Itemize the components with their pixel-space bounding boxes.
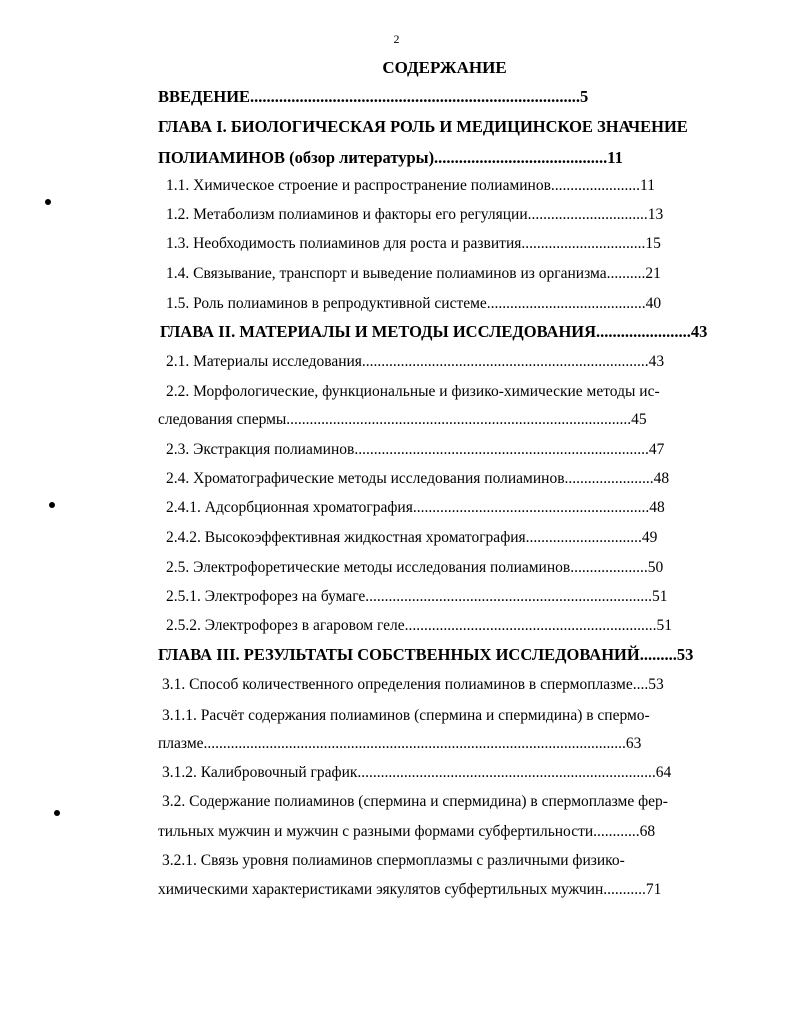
toc-entry-3-1-2: 3.1.2. Калибровочный график.............................................................................64 — [162, 764, 672, 781]
toc-entry-introduction: ВВЕДЕНИЕ................................................................................5 — [158, 87, 589, 106]
toc-entry-2-5-1: 2.5.1. Электрофорез на бумаге..........................................................................51 — [166, 588, 668, 605]
toc-entry-3-2-1-cont: химическими характеристиками эякулятов субфертильных мужчин...........71 — [158, 881, 662, 898]
toc-entry-3-1: 3.1. Способ количественного определения полиаминов в спермоплазме....53 — [162, 676, 664, 693]
toc-entry-2-4-1: 2.4.1. Адсорбционная хроматография.............................................................48 — [166, 499, 665, 516]
toc-entry-2-3: 2.3. Экстракция полиаминов............................................................................47 — [166, 441, 665, 458]
toc-entry-3-2: 3.2. Содержание полиаминов (спермина и спермидина) в спермоплазме фер- — [162, 793, 668, 810]
page-number: 2 — [393, 32, 400, 46]
toc-entry-2-2-cont: следования спермы.........................................................................................45 — [158, 411, 647, 428]
toc-entry-3-2-1: 3.2.1. Связь уровня полиаминов спермоплазмы с различными физико- — [162, 852, 625, 869]
toc-chapter-1-heading: ГЛАВА I. БИОЛОГИЧЕСКАЯ РОЛЬ И МЕДИЦИНСКОЕ ЗНАЧЕНИЕ — [158, 117, 688, 136]
toc-entry-1-4: 1.4. Связывание, транспорт и выведение полиаминов из организма..........21 — [166, 265, 661, 282]
toc-chapter-2-heading: ГЛАВА II. МАТЕРИАЛЫ И МЕТОДЫ ИССЛЕДОВАНИЯ.......................43 — [160, 322, 708, 341]
toc-entry-2-1: 2.1. Материалы исследования..........................................................................43 — [166, 353, 665, 370]
toc-entry-2-2: 2.2. Морфологические, функциональные и физико-химические методы ис- — [166, 383, 660, 400]
scan-mark-bullet — [54, 810, 60, 816]
toc-entry-2-5-2: 2.5.2. Электрофорез в агаровом геле.................................................................51 — [166, 617, 672, 634]
toc-chapter-3-heading: ГЛАВА III. РЕЗУЛЬТАТЫ СОБСТВЕННЫХ ИССЛЕДОВАНИЙ.........53 — [158, 645, 694, 664]
toc-entry-1-2: 1.2. Метаболизм полиаминов и факторы его регуляции...............................13 — [166, 206, 664, 223]
scan-mark-bullet — [45, 199, 51, 205]
toc-entry-3-1-1: 3.1.1. Расчёт содержания полиаминов (спермина и спермидина) в спермо- — [162, 707, 650, 724]
scan-mark-bullet — [49, 502, 55, 508]
toc-entry-1-3: 1.3. Необходимость полиаминов для роста и развития................................15 — [166, 235, 661, 252]
toc-entry-2-4-2: 2.4.2. Высокоэффективная жидкостная хроматография..............................49 — [166, 529, 658, 546]
toc-entry-1-1: 1.1. Химическое строение и распространение полиаминов.......................11 — [166, 177, 655, 194]
toc-title: СОДЕРЖАНИЕ — [382, 58, 507, 77]
toc-chapter-1-heading-cont: ПОЛИАМИНОВ (обзор литературы)..........................................11 — [158, 148, 623, 167]
toc-entry-3-2-cont: тильных мужчин и мужчин с разными формами субфертильности............68 — [158, 823, 656, 840]
toc-entry-2-4: 2.4. Хроматографические методы исследования полиаминов.......................48 — [166, 470, 670, 487]
toc-entry-2-5: 2.5. Электрофоретические методы исследования полиаминов....................50 — [166, 559, 664, 576]
toc-entry-3-1-1-cont: плазме.............................................................................................................63 — [158, 735, 642, 752]
toc-entry-1-5: 1.5. Роль полиаминов в репродуктивной системе.........................................40 — [166, 295, 662, 312]
